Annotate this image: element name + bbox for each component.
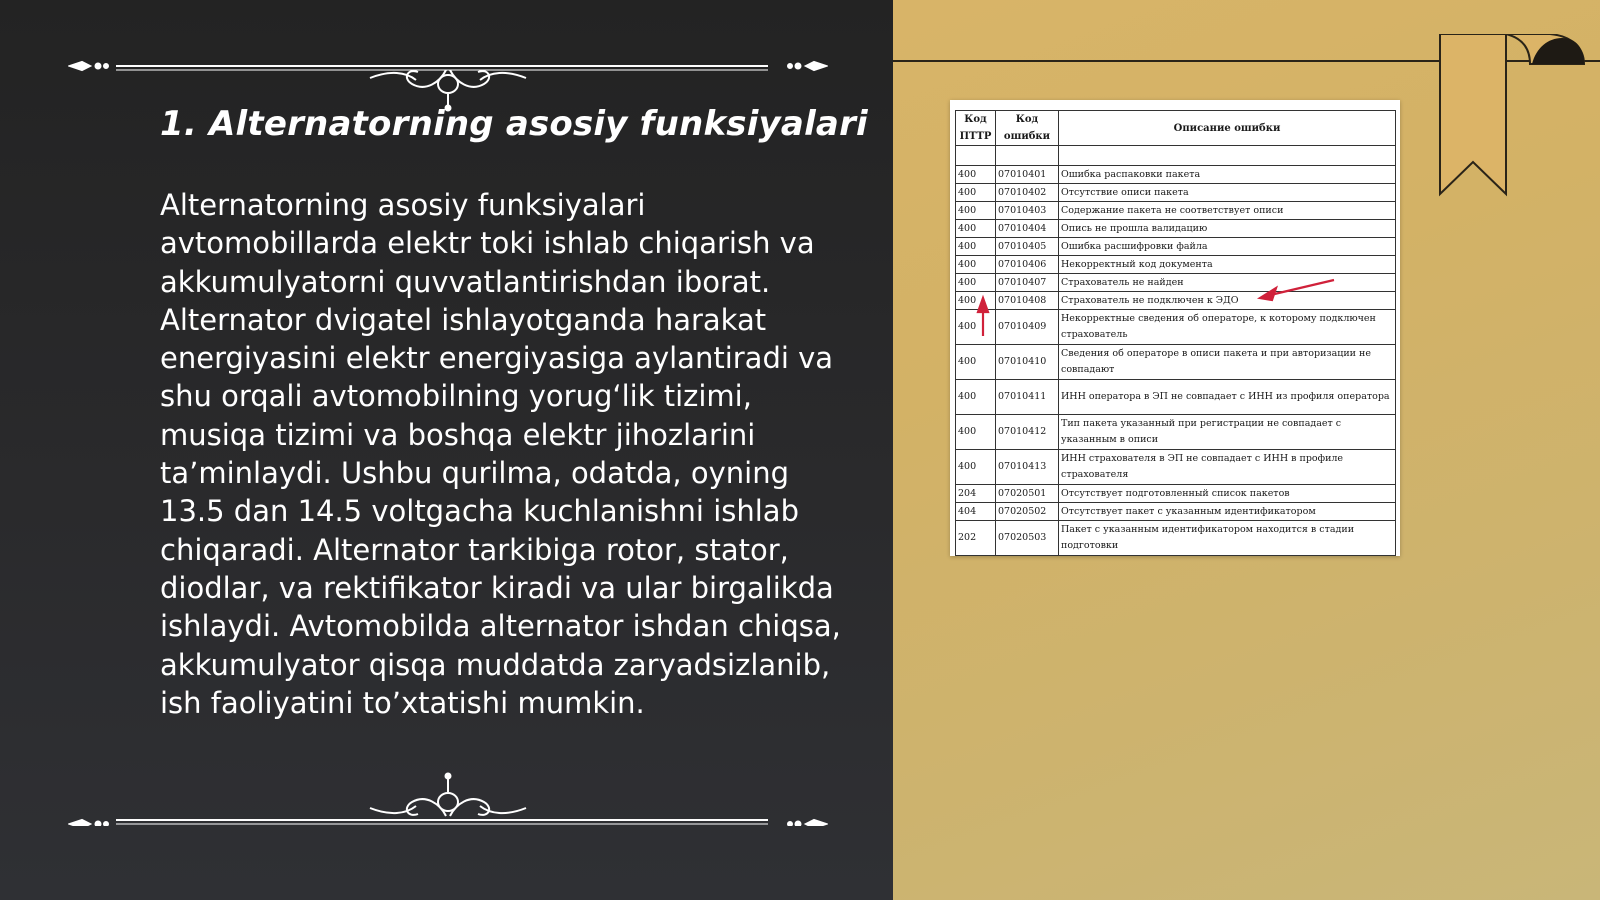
error-codes-table: [955, 110, 1396, 556]
flourish-divider-icon: [68, 770, 828, 826]
cell-desc: Страхователь не подключен к ЭДО: [1059, 292, 1396, 310]
cell-desc: Отсутствие описи пакета: [1059, 184, 1396, 202]
table-row: [956, 256, 1396, 274]
cell-code: 07020503: [996, 521, 1059, 556]
cell-desc: Некорректный код документа: [1059, 256, 1396, 274]
table-row-blank: [956, 146, 1396, 166]
cell-code: 07010403: [996, 202, 1059, 220]
cell-code: 07010406: [996, 256, 1059, 274]
table-header-ptr: Код ПТТР: [956, 111, 996, 146]
table-header-code: Код ошибки: [996, 111, 1059, 146]
cell-desc: Некорректные сведения об операторе, к которому подключен страхователь: [1059, 310, 1396, 345]
cell-ptr: 400: [956, 238, 996, 256]
cell-ptr: 400: [956, 220, 996, 238]
slide-title: 1. Alternatorning asosiy funksiyalari: [160, 104, 868, 144]
table-row: [956, 503, 1396, 521]
cell-desc: Ошибка расшифровки файла: [1059, 238, 1396, 256]
cell-desc: Содержание пакета не соответствует описи: [1059, 202, 1396, 220]
cell-code: 07010402: [996, 184, 1059, 202]
cell-ptr: 400: [956, 415, 996, 450]
table-row: [956, 202, 1396, 220]
cell-desc: Отсутствует пакет с указанным идентификатором: [1059, 503, 1396, 521]
cell-code: 07010404: [996, 220, 1059, 238]
cell-ptr: 400: [956, 184, 996, 202]
cell-ptr: 400: [956, 345, 996, 380]
cell-desc: Ошибка распаковки пакета: [1059, 166, 1396, 184]
cell-ptr: 400: [956, 274, 996, 292]
table-row: [956, 380, 1396, 415]
cell-ptr: 400: [956, 450, 996, 485]
table-row: [956, 485, 1396, 503]
table-row: [956, 450, 1396, 485]
bookmark-ribbon-icon: [1432, 34, 1592, 204]
cell-desc: Пакет с указанным идентификатором находится в стадии подготовки: [1059, 521, 1396, 556]
error-codes-document-image: [950, 100, 1400, 556]
table-row: [956, 521, 1396, 556]
cell-ptr: 400: [956, 310, 996, 345]
table-row: [956, 220, 1396, 238]
cell-desc: Сведения об операторе в описи пакета и при авторизации не совпадают: [1059, 345, 1396, 380]
table-row: [956, 166, 1396, 184]
cell-ptr: 400: [956, 202, 996, 220]
cell-code: 07010412: [996, 415, 1059, 450]
table-row: [956, 292, 1396, 310]
cell-ptr: 204: [956, 485, 996, 503]
cell-ptr: 400: [956, 292, 996, 310]
cell-code: 07010411: [996, 380, 1059, 415]
cell-ptr: 404: [956, 503, 996, 521]
table-row: [956, 345, 1396, 380]
table-row: [956, 184, 1396, 202]
cell-desc: Опись не прошла валидацию: [1059, 220, 1396, 238]
cell-code: 07010408: [996, 292, 1059, 310]
table-header-description: Описание ошибки: [1059, 111, 1396, 146]
cell-code: 07020501: [996, 485, 1059, 503]
table-row: [956, 415, 1396, 450]
cell-ptr: 400: [956, 256, 996, 274]
cell-desc: ИНН оператора в ЭП не совпадает с ИНН из профиля оператора: [1059, 380, 1396, 415]
cell-code: 07010407: [996, 274, 1059, 292]
cell-desc: Отсутствует подготовленный список пакетов: [1059, 485, 1396, 503]
cell-ptr: 202: [956, 521, 996, 556]
cell-code: 07020502: [996, 503, 1059, 521]
cell-code: 07010413: [996, 450, 1059, 485]
cell-ptr: 400: [956, 380, 996, 415]
table-row: [956, 274, 1396, 292]
cell-code: 07010409: [996, 310, 1059, 345]
cell-code: 07010405: [996, 238, 1059, 256]
cell-code: 07010401: [996, 166, 1059, 184]
table-row: [956, 238, 1396, 256]
table-row: [956, 310, 1396, 345]
cell-ptr: 400: [956, 166, 996, 184]
cell-desc: Страхователь не найден: [1059, 274, 1396, 292]
cell-desc: Тип пакета указанный при регистрации не совпадает с указанным в описи: [1059, 415, 1396, 450]
slide-body-text: Alternatorning asosiy funksiyalari avtomobillarda elektr toki ishlab chiqarish va akkumulyatorni quvvatlantirishdan iborat. Alternator dvigatel ishlayotganda harakat energiyasini elektr energiyasiga aylantiradi va shu orqali avtomobilning yorug‘lik tizimi, musiqa tizimi va boshqa elektr jihozlarini ta’minlaydi. Ushbu qurilma, odatda, oyning 13.5 dan 14.5 voltgacha kuchlanishni ishlab chiqaradi. Alternator tarkibiga rotor, stator, diodlar, va rektifikator kiradi va ular birgalikda ishlaydi. Avtomobilda alternator ishdan chiqsa, akkumulyator qisqa muddatda zaryadsizlanib, ish faoliyatini to’xtatishi mumkin.: [160, 188, 841, 720]
cell-code: 07010410: [996, 345, 1059, 380]
cell-desc: ИНН страхователя в ЭП не совпадает с ИНН в профиле страхователя: [1059, 450, 1396, 485]
